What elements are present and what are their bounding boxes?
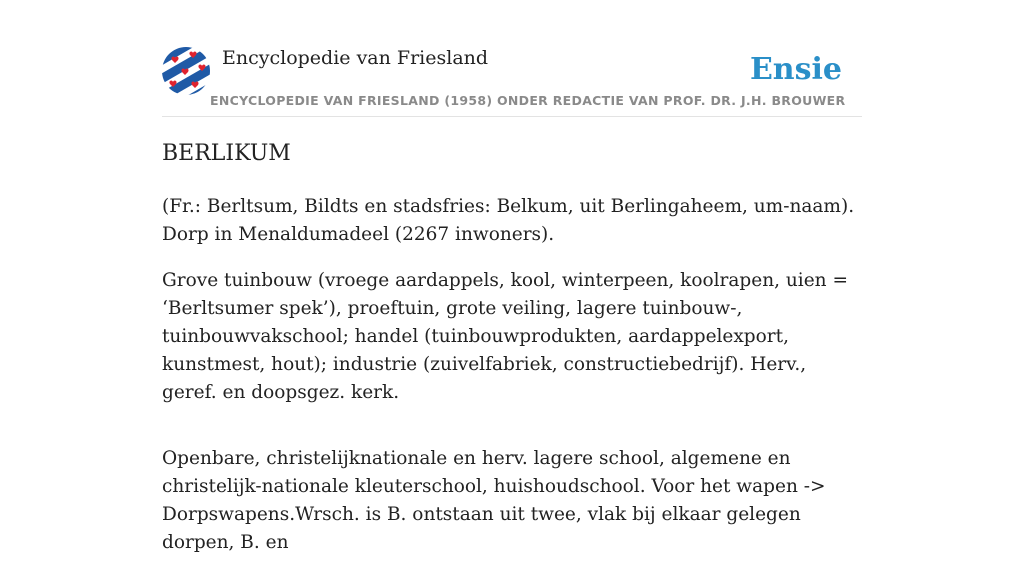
- source-subtitle: ENCYCLOPEDIE VAN FRIESLAND (1958) ONDER REDACTIE VAN PROF. DR. J.H. BROUWER: [210, 93, 846, 108]
- source-header: [162, 46, 862, 117]
- entry-paragraph: Openbare, christelijknationale en herv. lagere school, algemene en christelijk-nationale kleuterschool, huishoudschool. Voor het wapen -> Dorpswapens.Wrsch. is B. ontstaan uit twee, vlak bij elkaar gelegen dorpen, B. en: [162, 448, 826, 553]
- frisian-flag-logo-icon[interactable]: [162, 47, 210, 95]
- source-title[interactable]: Encyclopedie van Friesland: [222, 47, 489, 69]
- entry-paragraph: Grove tuinbouw (vroege aardappels, kool, winterpeen, koolrapen, uien = ‘Berltsumer spek’), proeftuin, grote veiling, lagere tuinbouw-, tuinbouwvakschool; handel (tuinbouwprodukten, aardappelexport, kunstmest, hout); industrie (zuivelfabriek, constructiebedrijf). Herv., geref. en doopsgez. kerk.: [162, 270, 848, 403]
- ensie-brand-link[interactable]: Ensie: [749, 52, 842, 87]
- entry-paragraph: (Fr.: Berltsum, Bildts en stadsfries: Belkum, uit Berlingaheem, um-naam). Dorp in Menaldumadeel (2267 inwoners).: [162, 196, 855, 245]
- entry-content: [162, 137, 862, 575]
- entry-title: BERLIKUM: [162, 141, 291, 166]
